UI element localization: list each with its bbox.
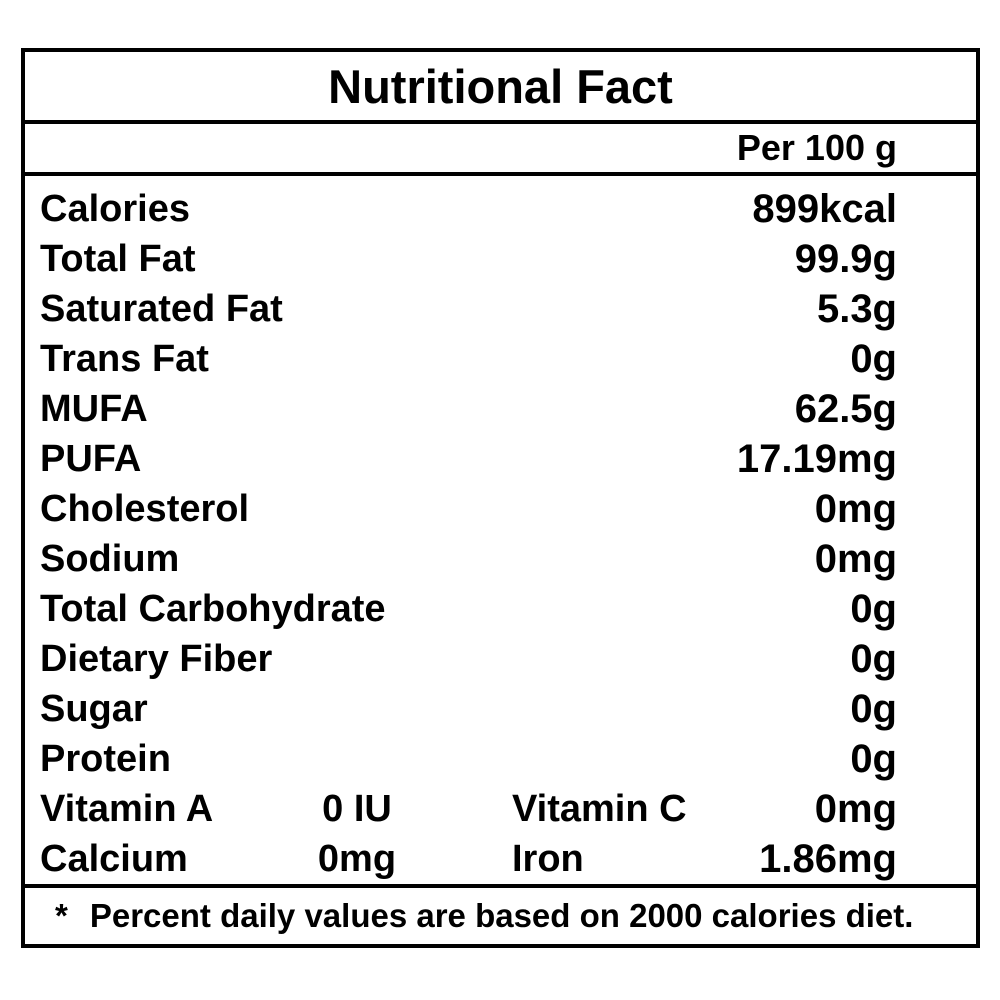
serving-header-row	[25, 124, 976, 176]
nutrient-row	[25, 234, 976, 284]
micronutrient-row	[25, 834, 976, 884]
nutrient-name: Calcium	[40, 837, 188, 880]
nutrient-name: Vitamin C	[512, 787, 687, 830]
nutrient-rows	[25, 176, 976, 884]
nutrient-row	[25, 484, 976, 534]
micronutrient-row	[25, 784, 976, 834]
nutrient-value: 0mg	[814, 786, 897, 831]
nutrient-row	[25, 684, 976, 734]
title-section	[25, 52, 976, 124]
nutrient-value: 0g	[850, 686, 897, 731]
nutrient-name: Sugar	[40, 687, 148, 730]
nutrient-name: Total Fat	[40, 237, 196, 280]
nutrient-value: 0 IU	[322, 787, 392, 830]
nutrient-value: 0g	[850, 586, 897, 631]
footnote-text: Percent daily values are based on 2000 calories diet.	[89, 897, 914, 934]
nutrient-name: Cholesterol	[40, 487, 250, 530]
nutrient-row	[25, 634, 976, 684]
nutrient-row	[25, 534, 976, 584]
nutrient-name: Saturated Fat	[40, 287, 283, 330]
serving-header: Per 100 g	[736, 127, 897, 168]
footnote-asterisk: *	[55, 897, 68, 934]
nutrient-name: Sodium	[40, 537, 180, 580]
nutrient-value: 17.19mg	[736, 436, 897, 481]
nutrient-name: Total Carbohydrate	[40, 587, 386, 630]
nutrient-row	[25, 384, 976, 434]
nutrient-name: Trans Fat	[40, 337, 209, 380]
nutrient-row	[25, 734, 976, 784]
nutrient-value: 0mg	[814, 486, 897, 531]
nutrient-name: Dietary Fiber	[40, 637, 273, 680]
nutrient-row	[25, 184, 976, 234]
nutrient-row	[25, 584, 976, 634]
label-title: Nutritional Fact	[328, 59, 673, 113]
nutrient-name: MUFA	[40, 387, 148, 430]
nutrient-value: 0mg	[317, 837, 397, 880]
nutrient-name: PUFA	[40, 437, 142, 480]
nutrient-value: 0mg	[814, 536, 897, 581]
nutrient-value: 5.3g	[816, 286, 897, 331]
nutrient-value: 62.5g	[794, 386, 897, 431]
nutrient-value: 0g	[850, 636, 897, 681]
nutrient-name: Protein	[40, 737, 171, 780]
nutrient-name: Iron	[512, 837, 584, 880]
nutrient-value: 0g	[850, 736, 897, 781]
nutrient-name: Calories	[40, 187, 190, 230]
nutrient-row	[25, 334, 976, 384]
nutrient-value: 899kcal	[752, 186, 897, 231]
nutrient-name: Vitamin A	[40, 787, 214, 830]
nutrient-row	[25, 434, 976, 484]
nutrient-value: 1.86mg	[759, 836, 897, 881]
nutrition-label	[21, 48, 980, 948]
footnote-row	[25, 884, 976, 944]
nutrient-value: 0g	[850, 336, 897, 381]
nutrient-value: 99.9g	[794, 236, 897, 281]
nutrient-row	[25, 284, 976, 334]
